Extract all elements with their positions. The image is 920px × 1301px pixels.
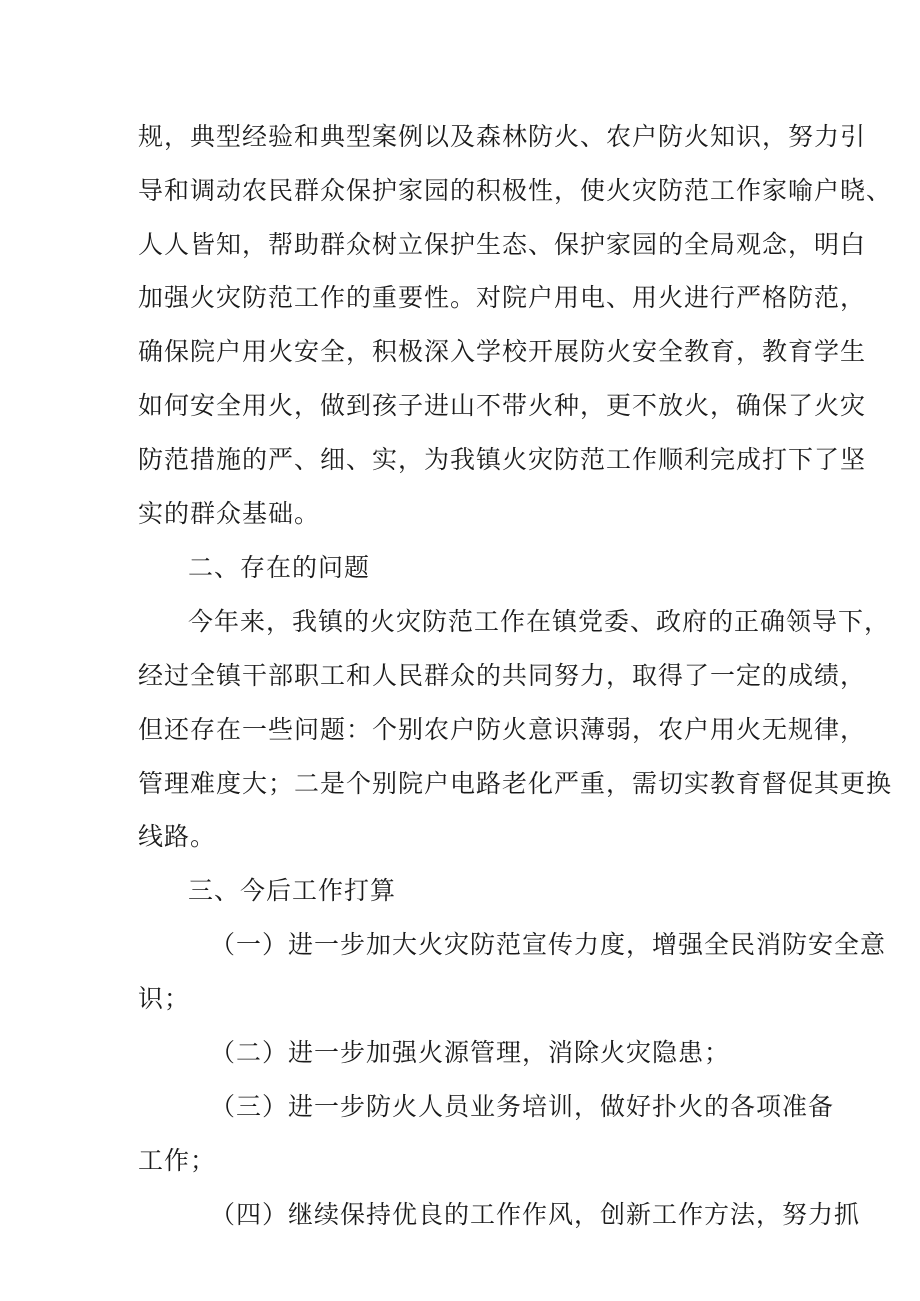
section-heading-problems: 二、存在的问题 <box>188 553 371 582</box>
paragraph-1-line-5: 确保院户用火安全，积极深入学校开展防火安全教育，教育学生 <box>138 337 867 366</box>
paragraph-2-line-4: 管理难度大；二是个别院户电路老化严重，需切实教育督促其更换 <box>138 769 893 798</box>
plan-item-1-line-1: （一）进一步加大火灾防范宣传力度，增强全民消防安全意 <box>210 930 887 959</box>
plan-item-4: （四）继续保持优良的工作作风，创新工作方法，努力抓 <box>210 1200 861 1229</box>
paragraph-1-line-7: 防范措施的严、细、实，为我镇火灾防范工作顺利完成打下了坚 <box>138 445 867 474</box>
paragraph-2-line-2: 经过全镇干部职工和人民群众的共同努力，取得了一定的成绩， <box>138 661 867 690</box>
paragraph-1-line-3: 人人皆知，帮助群众树立保护生态、保护家园的全局观念，明白 <box>138 230 867 259</box>
plan-item-3-line-1: （三）进一步防火人员业务培训，做好扑火的各项准备 <box>210 1092 835 1121</box>
paragraph-1-line-2: 导和调动农民群众保护家园的积极性，使火灾防范工作家喻户晓、 <box>138 176 893 205</box>
plan-item-2: （二）进一步加强火源管理，消除火灾隐患； <box>210 1038 731 1067</box>
paragraph-2-line-3: 但还存在一些问题：个别农户防火意识薄弱，农户用火无规律， <box>138 715 867 744</box>
paragraph-2-line-5: 线路。 <box>138 822 217 851</box>
paragraph-1-line-4: 加强火灾防范工作的重要性。对院户用电、用火进行严格防范， <box>138 283 867 312</box>
paragraph-2-line-1: 今年来，我镇的火灾防范工作在镇党委、政府的正确领导下， <box>188 607 891 636</box>
plan-item-1-line-2: 识； <box>138 984 191 1013</box>
paragraph-1-line-8: 实的群众基础。 <box>138 499 321 528</box>
plan-item-3-line-2: 工作； <box>138 1146 217 1175</box>
paragraph-1-line-6: 如何安全用火，做到孩子进山不带火种，更不放火，确保了火灾 <box>138 391 867 420</box>
section-heading-plans: 三、今后工作打算 <box>188 876 397 905</box>
paragraph-1-line-1: 规，典型经验和典型案例以及森林防火、农户防火知识，努力引 <box>138 122 867 151</box>
